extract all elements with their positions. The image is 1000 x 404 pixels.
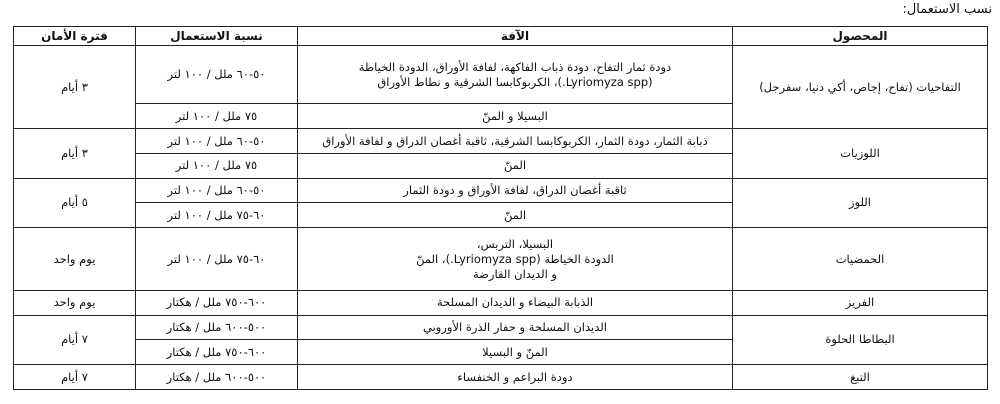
pest-cell xyxy=(298,228,733,291)
table-row xyxy=(14,46,988,104)
pest-cell xyxy=(298,153,733,178)
pest-line: المنّ xyxy=(503,207,527,222)
pest-line: المنّ و البسيلا xyxy=(482,344,548,359)
pest-line: البسيلا، التربس، xyxy=(476,236,554,251)
safety-cell: ٣ أيام xyxy=(14,46,136,129)
safety-cell: ٥ أيام xyxy=(14,178,136,227)
pest-line: الدودة الخياطة (Lyriomyza spp.)، المنّ xyxy=(416,251,614,266)
pest-cell xyxy=(298,203,733,228)
crop-cell: اللوز xyxy=(733,178,988,227)
rate-cell: ٧٥ ملل / ١٠٠ لتر xyxy=(136,104,298,129)
rate-cell: ٦٠٠-٧٥٠ ملل / هكتار xyxy=(136,340,298,365)
rate-cell: ٥٠-٦٠ ملل / ١٠٠ لتر xyxy=(136,129,298,154)
pest-line: و الديدان القارضة xyxy=(473,266,557,281)
pest-line: المنّ xyxy=(503,158,527,173)
pest-line: ثاقبة أغصان الدراق، لفافة الأوراق و دودة الثمار xyxy=(403,182,627,197)
crop-cell: التبغ xyxy=(733,365,988,390)
table-row xyxy=(14,178,988,203)
table-body xyxy=(14,46,988,390)
pest-cell xyxy=(298,46,733,104)
rate-cell: ٥٠٠-٦٠٠ ملل / هكتار xyxy=(136,365,298,390)
rate-cell: ٦٠-٧٥ ملل / ١٠٠ لتر xyxy=(136,203,298,228)
usage-rates-table xyxy=(13,26,988,390)
page-heading: نسب الاستعمال: xyxy=(902,2,992,17)
rate-cell: ٥٠-٦٠ ملل / ١٠٠ لتر xyxy=(136,46,298,104)
table-row xyxy=(14,365,988,390)
pest-line: الديدان المسلحة و حفار الذرة الأوروبي xyxy=(423,320,607,335)
pest-line: دودة البراعم و الخنفساء xyxy=(457,369,573,384)
pest-cell xyxy=(298,291,733,316)
pest-cell xyxy=(298,340,733,365)
crop-cell: اللوزيات xyxy=(733,129,988,178)
table-row xyxy=(14,315,988,340)
rate-cell: ٥٠٠-٦٠٠ ملل / هكتار xyxy=(136,315,298,340)
pest-line: (Lyriomyza spp.)، الكربوكابسا الشرقية و نطاط الأوراق xyxy=(377,74,653,89)
rate-cell: ٦٠٠-٧٥٠ ملل / هكتار xyxy=(136,291,298,316)
pest-line: الذبابة البيضاء و الديدان المسلحة xyxy=(436,295,594,310)
pest-cell xyxy=(298,129,733,154)
rate-cell: ٥٠-٦٠ ملل / ١٠٠ لتر xyxy=(136,178,298,203)
rate-cell: ٧٥ ملل / ١٠٠ لتر xyxy=(136,153,298,178)
table-row xyxy=(14,129,988,154)
pest-cell xyxy=(298,315,733,340)
pest-cell xyxy=(298,104,733,129)
table-row xyxy=(14,228,988,291)
pest-line: ذبابة الثمار، دودة الثمار، الكربوكابسا الشرقية، ثاقبة أغصان الدراق و لفافة الأوراق xyxy=(322,133,708,148)
crop-cell: التفاحيات (تفاح، إجاص، أكي دنيا، سفرجل) xyxy=(733,46,988,129)
crop-cell: الفريز xyxy=(733,291,988,316)
crop-cell: البطاطا الحلوة xyxy=(733,315,988,364)
safety-cell: ٧ أيام xyxy=(14,365,136,390)
crop-cell: الحمضيات xyxy=(733,228,988,291)
header-row xyxy=(14,27,988,46)
safety-cell: ٣ أيام xyxy=(14,129,136,178)
pest-line: البسيلا و المنّ xyxy=(482,108,548,123)
header-rate: نسبة الاستعمال xyxy=(136,27,298,46)
header-pest: الآفة xyxy=(298,27,733,46)
pest-line: دودة ثمار التفاح، دودة ذباب الفاكهة، لفافة الأوراق، الدودة الخياطة xyxy=(358,59,672,74)
header-safety: فترة الأمان xyxy=(14,27,136,46)
pest-cell xyxy=(298,365,733,390)
pest-cell xyxy=(298,178,733,203)
safety-cell: ٧ أيام xyxy=(14,315,136,364)
header-crop: المحصول xyxy=(733,27,988,46)
safety-cell: يوم واحد xyxy=(14,228,136,291)
table-row xyxy=(14,291,988,316)
rate-cell: ٦٠-٧٥ ملل / ١٠٠ لتر xyxy=(136,228,298,291)
safety-cell: يوم واحد xyxy=(14,291,136,316)
